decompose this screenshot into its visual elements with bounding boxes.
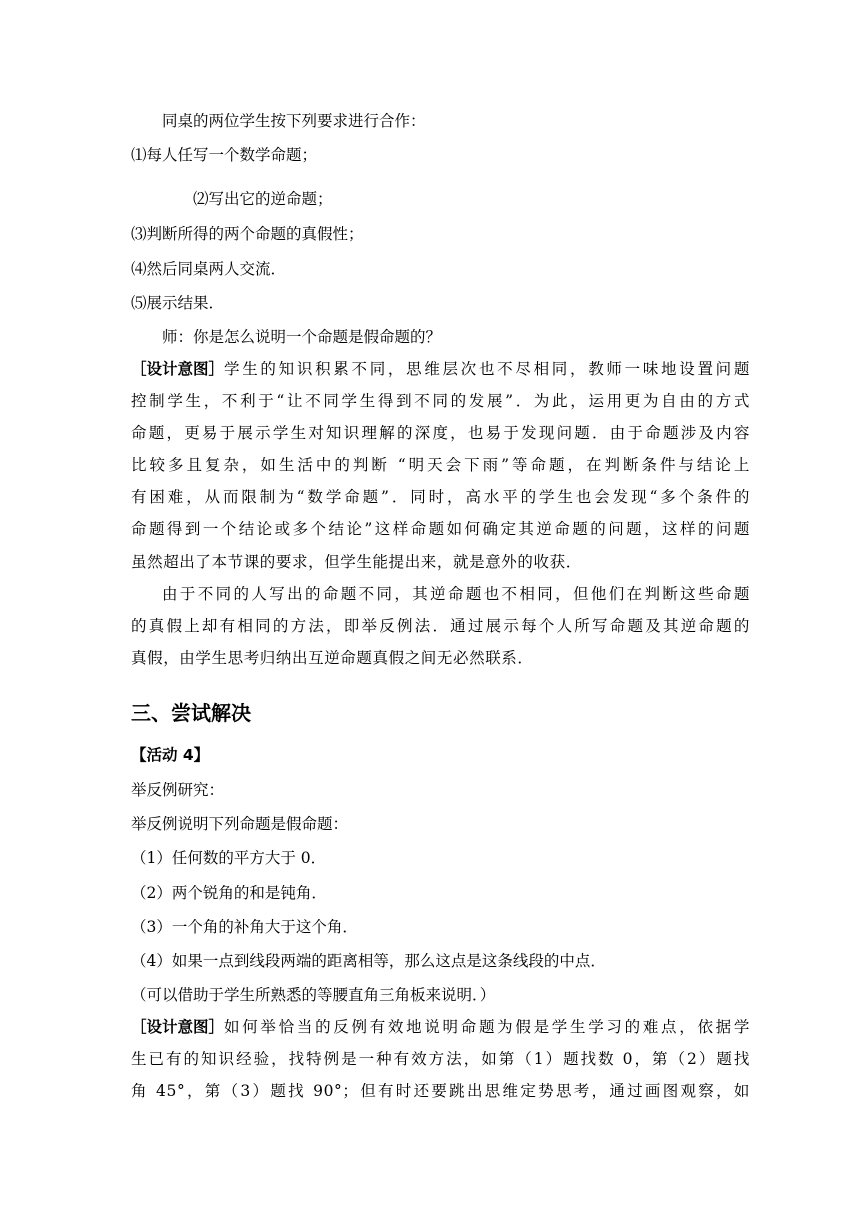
design-intent-text: 学生的知识积累不同，思维层次也不尽相同，教师一味地设置问题 [224,360,750,378]
intro-text: 同桌的两位学生按下列要求进行合作： [162,112,426,130]
paragraph-2-line-3: 真假，由学生思考归纳出互逆命题真假之间无必然联系． [131,649,534,667]
counterexample-instruction: 举反例说明下列命题是假命题： [131,815,349,833]
step-3: ⑶判断所得的两个命题的真假性； [131,225,364,243]
design-intent-2-line-3: 角 45°，第（3）题找 90°；但有时还要跳出思维定势思考，通过画图观察，如 [131,1082,750,1100]
activity-label: 【活动 4】 [131,746,210,764]
proposition-item-1: （1）任何数的平方大于 0． [131,849,327,867]
step-5: ⑸展示结果． [131,294,225,312]
step-1: ⑴每人任写一个数学命题； [131,146,318,164]
design-intent-1-first-line [131,358,750,380]
design-intent-1-line-4: 比较多且复杂，如生活中的判断 “明天会下雨”等命题，在判断条件与结论上 [131,456,750,474]
paragraph-2-line-2: 的真假上却有相同的方法，即举反例法．通过展示每个人所写命题及其逆命题的 [131,617,750,635]
counterexample-study: 举反例研究： [131,781,225,799]
proposition-item-4: （4）如果一点到线段两端的距离相等，那么这点是这条线段的中点． [131,952,606,970]
design-intent-text: 如何举恰当的反例有效地说明命题为假是学生学习的难点，依据学 [224,1018,750,1036]
design-intent-tag: ［设计意图］ [131,1018,225,1036]
step-2: ⑵写出它的逆命题； [193,190,333,208]
hint-note: （可以借助于学生所熟悉的等腰直角三角板来说明．） [131,986,496,1004]
design-intent-2-first-line [131,1016,750,1038]
paragraph-2-line-1: 由于不同的人写出的命题不同，其逆命题也不相同，但他们在判断这些命题 [162,585,750,603]
proposition-item-2: （2）两个锐角的和是钝角． [131,884,327,902]
design-intent-1-line-3: 命题，更易于展示学生对知识理解的深度，也易于发现问题．由于命题涉及内容 [131,424,750,442]
design-intent-1-line-7: 虽然超出了本节课的要求，但学生能提出来，就是意外的收获． [131,553,582,571]
step-4: ⑷然后同桌两人交流． [131,260,287,278]
proposition-item-3: （3）一个角的补角大于这个角． [131,918,358,936]
design-intent-1-line-6: 命题得到一个结论或多个结论”这样命题如何确定其逆命题的问题，这样的问题 [131,520,750,538]
design-intent-1-line-2: 控制学生，不利于“让不同学生得到不同的发展”．为此，运用更为自由的方式 [131,392,750,410]
section-heading: 三、尝试解决 [131,701,251,725]
design-intent-1-line-5: 有困难，从而限制为“数学命题”．同时，高水平的学生也会发现“多个条件的 [131,488,750,506]
teacher-question: 师：你是怎么说明一个命题是假命题的？ [162,328,442,346]
design-intent-2-line-2: 生已有的知识经验，找特例是一种有效方法，如第（1）题找数 0，第（2）题找 [131,1050,750,1068]
design-intent-tag: ［设计意图］ [131,360,225,378]
